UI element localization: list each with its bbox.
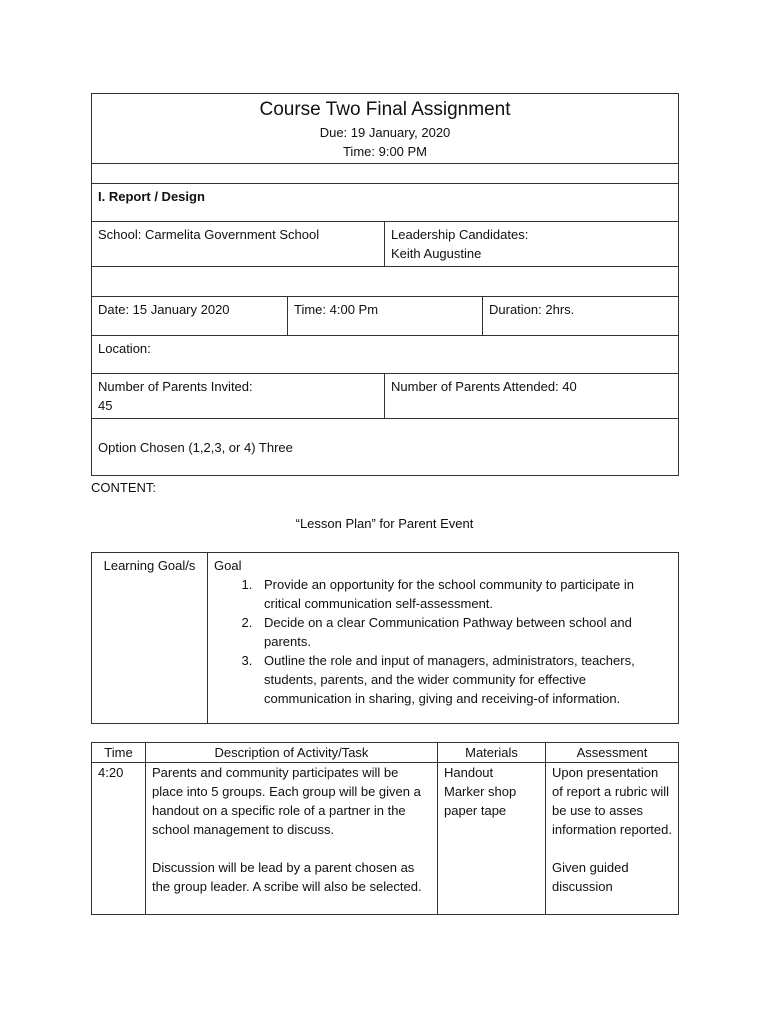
blank-row (92, 164, 679, 184)
section-heading: I. Report / Design (92, 184, 679, 222)
activity-materials (438, 763, 546, 915)
column-header-materials: Materials (438, 743, 546, 763)
title-cell (92, 94, 679, 164)
goal-heading: Goal (214, 558, 242, 573)
material-item: paper tape (444, 803, 507, 818)
goal-list (214, 575, 672, 708)
column-header-description: Description of Activity/Task (146, 743, 438, 763)
column-header-assessment: Assessment (546, 743, 679, 763)
parents-invited-cell (92, 374, 385, 419)
due-date: Due: 19 January, 2020 (319, 125, 451, 140)
goals-cell (208, 553, 679, 724)
goal-item: 1. Provide an opportunity for the school community to participate in critical communication self-assessment. (256, 575, 672, 613)
assessment-paragraph: Upon presentation of report a rubric will be use to asses information reported. (552, 765, 672, 837)
description-paragraph: Discussion will be lead by a parent chosen as the group leader. A scribe will also be selected. (152, 860, 422, 894)
school-name: School: Carmelita Government School (92, 222, 385, 267)
assessment-paragraph: Given guided discussion (552, 860, 629, 894)
goal-item: 3. Outline the role and input of managers, administrators, teachers, students, parents, and the wider community for effective communication in sharing, giving and receiving-of information. (256, 651, 672, 708)
leadership-cell (385, 222, 679, 267)
table-row (92, 763, 679, 915)
assignment-header-table (91, 93, 679, 476)
material-item: Handout (444, 765, 494, 780)
event-duration: Duration: 2hrs. (483, 297, 679, 336)
location: Location: (92, 336, 679, 374)
material-item: Marker shop (444, 784, 517, 799)
event-time: Time: 4:00 Pm (288, 297, 483, 336)
learning-goals-label: Learning Goal/s (92, 553, 208, 724)
activity-table (91, 742, 679, 915)
description-paragraph: Parents and community participates will be place into 5 groups. Each group will be given a handout on a specific role of a partner in the school management to discuss. (152, 765, 421, 837)
document-title: Course Two Final Assignment (259, 99, 511, 120)
due-time: Time: 9:00 PM (342, 144, 428, 159)
activity-assessment (546, 763, 679, 915)
blank-row (92, 267, 679, 297)
option-chosen: Option Chosen (1,2,3, or 4) Three (92, 419, 679, 476)
leadership-label: Leadership Candidates: (391, 227, 529, 242)
leadership-candidate: Keith Augustine (391, 246, 482, 261)
parents-invited-label: Number of Parents Invited: (98, 379, 253, 394)
goal-item: 2. Decide on a clear Communication Pathway between school and parents. (256, 613, 672, 651)
activity-description (146, 763, 438, 915)
parents-invited-value: 45 (98, 398, 113, 413)
activity-time: 4:20 (92, 763, 146, 915)
column-header-time: Time (92, 743, 146, 763)
parents-attended: Number of Parents Attended: 40 (385, 374, 679, 419)
learning-goals-table (91, 552, 679, 724)
content-label: CONTENT: (91, 480, 156, 495)
event-date: Date: 15 January 2020 (92, 297, 288, 336)
lesson-plan-title: “Lesson Plan” for Parent Event (295, 516, 474, 531)
